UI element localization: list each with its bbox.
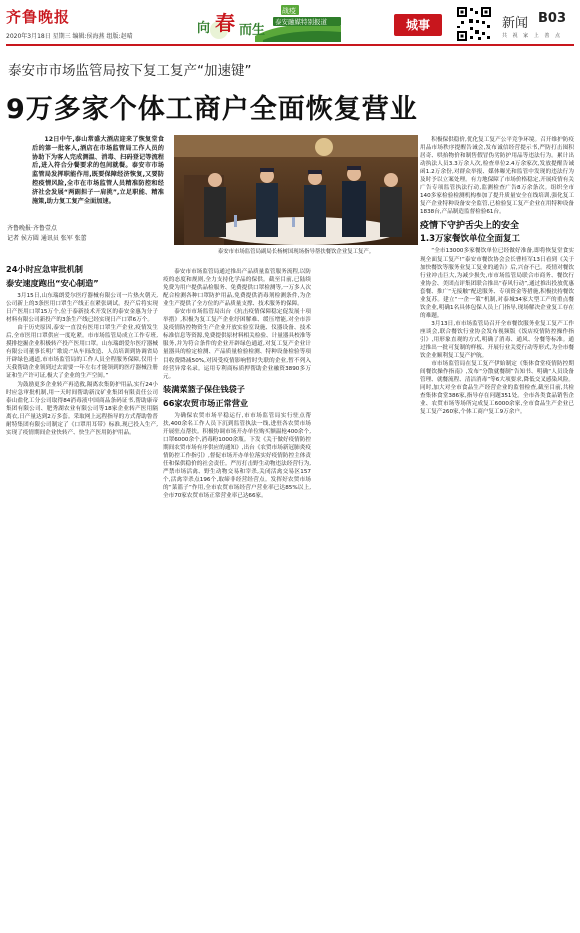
campaign-banner — [193, 2, 343, 42]
page-number: B03 — [538, 11, 566, 26]
paragraph: 市市场监管局在复工复产伊始制定《集体食堂疫情防控期间餐饮操作指南》,发布“分散就餐制”告知书、明确“人员设备管理、就餐流程、清洁消毒”等6大项要求,降低交叉感染风险。同时,加大对全市食品生产经营企业的监督检查,截至目前,共检查集体食堂386家,指导存在问题351处。全市各类食品销售企业、农贸市场等场所完成复工6000余家,全市食品生产企业已复工复产260家,个体工商户复工9万余户。 — [420, 361, 574, 416]
section-subheading: 1.3万家餐饮单位全面复工 — [420, 234, 521, 245]
section-heading: 疫情下守护舌尖上的安全 — [420, 221, 520, 232]
paragraph: 3月13日,市市场监管局召开全市餐饮服务业复工复产工作座谈会,联合餐饮行业协会发布视频版《饭店疫情防控操作指引》,用形象直观的方式,明确了消毒、通风、分餐等标准。通过推出一批可复制的样板、开展行业关爱行动等形式,为全市餐饮企业顺利复工复产护航。 — [420, 320, 574, 360]
column-right — [420, 136, 574, 416]
column-a — [6, 261, 158, 437]
column-b — [163, 268, 311, 500]
section-heading: 24小时应急审批机制 — [6, 264, 83, 274]
article-lead — [32, 136, 164, 206]
banner-subtitle: 泰安融媒特别报道 — [275, 18, 327, 26]
banner-tag: 战疫 — [282, 7, 296, 15]
photo-caption: 泰安市市场监管局副局长杨树国现场指导帮扶餐饮企业复工复产。 — [217, 249, 375, 255]
section-label: 城事 — [394, 14, 442, 36]
newspaper-logo: 齐鲁晚报 — [6, 8, 71, 26]
paragraph: 为确保农贸市场平稳运行,市市场监管局实行驻点帮扶,400余名工作人员下沉到监管执法一线,进驻各农贸市场开展驻点帮扶。积极协调市场开办单位购买额温枪400余个,口罩6000余个,消毒粉1000余瓶。下发《关于做好疫情防控期间农贸市场有序供应的通知》,出台《农贸市场新冠肺炎疫情防控工作指引》,督促市场开办单位落实好疫情防控主体责任和保供稳价的社会责任。严厉打击野生动物违法经营行为,严禁市场活禽、野生动物交易和宰杀,关闭活禽交易区157个,活禽宰杀点196个,取缔非经营经营点。发挥好农贸市场的“菜篮子”作用,全市农贸市场经营户营业率已达85%以上,全市70家农贸市场正常营业率已达66家。 — [163, 412, 311, 500]
section-subheading: 66家农贸市场正常营业 — [163, 397, 249, 408]
lead-text: 12日中午,泰山常盛大酒店迎来了恢复堂食后的第一批客人,酒店在市场监管局工作人员的协助下为客人完成测温、消毒、扫码登记等流程后,进入符合分餐要求的包间就餐。泰安市市场监管局发挥职能作用,既要保障经济恢复,又要防控疫情风险,全市在市场监管人员精准防控和经济社会发展“两副担子一肩挑”,立足职能、精准施策,助力复工复产全面加速。 — [32, 136, 164, 205]
paragraph: 泰安市市场监管局出台《抗击疫情保障稳定促发展十项举措》,积极为复工复产企业纾困解难、缓压增能,对全市涉及疫情防控物资生产企业开放实验室设施、仪器设备、技术标准信息等资源,免费提供原材料相关检验、计量器具校准等服务,并为符合条件的企业开辟绿色通道,对复工复产企业计量器具的检定检测、产品质量检验检测、特种设备检验等项目收费降减50%,对因受疫情影响暂时失联的企业,暂不列入经营异常名录。运用专利商标质押帮助企业融资3890多万元。 — [163, 309, 311, 380]
qr-code-icon — [456, 6, 492, 42]
banner-title-1: 向 — [197, 21, 211, 36]
section-heading: 装满菜篮子保住钱袋子 — [163, 383, 245, 394]
slogan: 共 祝 家 上 善 点 — [502, 33, 562, 39]
paragraph: 泰安市市场监管局通过推出产品质量监管服务流程,以防疫的态度和规则,全力支持化学品的保供。截至目前,已陆续免费为用户提供品检服务、免费提供口罩检测等,一万多人次配合检测各种口罩防护用品,免费提供消毒剂检测条件,为企业生产提供了全方位的产品质量支撑、技术服务的保障。 — [163, 269, 311, 308]
byline-authors: 记者 侯方圆 通讯员 张军 张蕾 — [7, 235, 87, 242]
section-subheading: 泰安速度跑出“安心制造” — [6, 278, 99, 288]
byline-source: 齐鲁晚报·齐鲁壹点 — [7, 225, 57, 232]
date-line: 2020年3月18日 星期三 编辑:侯海燕 组版:赵晴 — [6, 33, 133, 40]
paragraph: 积极保供稳价,优化复工复产公平竞争环境。召开维护防疫用品市场秩序提醒告诫会,发布诚信经营提示书,严防打击囤积居奇、哄抬物价和制售假冒伪劣防护用品等违法行为。累计出动执法人员3.3万余人次,检查单位2.4万余家次,发放提醒告诫函1.2万余份,对群众举报、媒体曝光和监管中发现的违法行为及时予以立案处理。有力地保障了市场价格稳定,开展疫情有关广告专项监管执法行动,监测检查广告8万余条次。组织全市140多家检验检测机构参加了提升质量安全在线培训,强化复工复产企业特种设备安全监管,已检验复工复产企业在用特种设备1838台,产品制造监督检验61台。 — [420, 137, 574, 216]
paragraph: 3月15日,山东瑞朗爱尔医疗器械有限公司一片热火朝天,公司新上的3条医用口罩生产线正在紧张调试。投产后将实现日产医用口罩15万个,位于泰新技术开发区的泰安金惠为分子材料有限公司新投产的3条生产线已经实现日产口罩6万个。 — [6, 293, 158, 324]
paragraph: 由于历史原因,泰安一直没有医用口罩生产企业,疫情发生后,全市医用口罩供应一度吃紧。市市场监管局成立工作专班,摸排挖掘企业积极转产投产医用口罩。山东瑞朗爱尔医疗器械有限公司董事长明广歌说:“从车间改造、人员培训到协调省局开辟绿色通道,市市场监管局的工作人员全程服务保障,仅用十天我帮助企业领到过去需要一年左右才能领到的医疗器械注册证和生产许可证,极大了企业的生产空间。” — [6, 325, 158, 380]
article-headline: 9万多家个体工商户全面恢复营业 — [6, 94, 418, 125]
banner-graphic — [193, 2, 343, 42]
paragraph: “全市13000多家餐饮单位已经做好准备,即将恢复堂食实现全面复工复产!”泰安市餐饮协会会长曹桂军13日看到《关于加快餐饮等服务业复工复业的通告》后,兴奋不已。疫情对餐饮行业冲击巨大,为减少损失,市市场监管局联合市商务、餐饮行业协会、美团点评集团联合推出“春风行动”,通过推出投放优惠套餐、推广“无接触”配送服务、专项资金等措施,积极扶持餐饮业复苏。建立“一企一策”机制,对泰城34家大型工产的重点餐饮企业,明确1名具体包保人员上门指导,现场解决企业复工存在的难题。 — [420, 248, 574, 319]
news-photo — [174, 135, 418, 245]
paragraph: 为鼓励更多企业转产再造救,隔离农集防护用品,实行24小时应急审批机制,用一天时间帮助新汶矿业集团有限责任公司泰山盐化工分公司取得84消毒液中国商品条码证书,帮助康帝集团有限公司、肥秀湖农业有限公司等18家企业转产医用隔离衣,日产量达到2万多套。采取网上远程指导的方式帮助鲁普耐特集团有限公司制定了《口罩用耳带》标准,现已投入生产,实现了疫情期间企业快转产、快生产医用防护用品。 — [6, 381, 158, 436]
banner-title-3: 而生 — [239, 23, 266, 38]
article-subhead: 泰安市市场监管局按下复工复产“加速键” — [8, 63, 252, 79]
byline — [7, 224, 87, 244]
masthead-divider — [6, 44, 574, 46]
banner-title-2: 春 — [215, 11, 235, 35]
news-label: 新闻 — [502, 16, 529, 31]
